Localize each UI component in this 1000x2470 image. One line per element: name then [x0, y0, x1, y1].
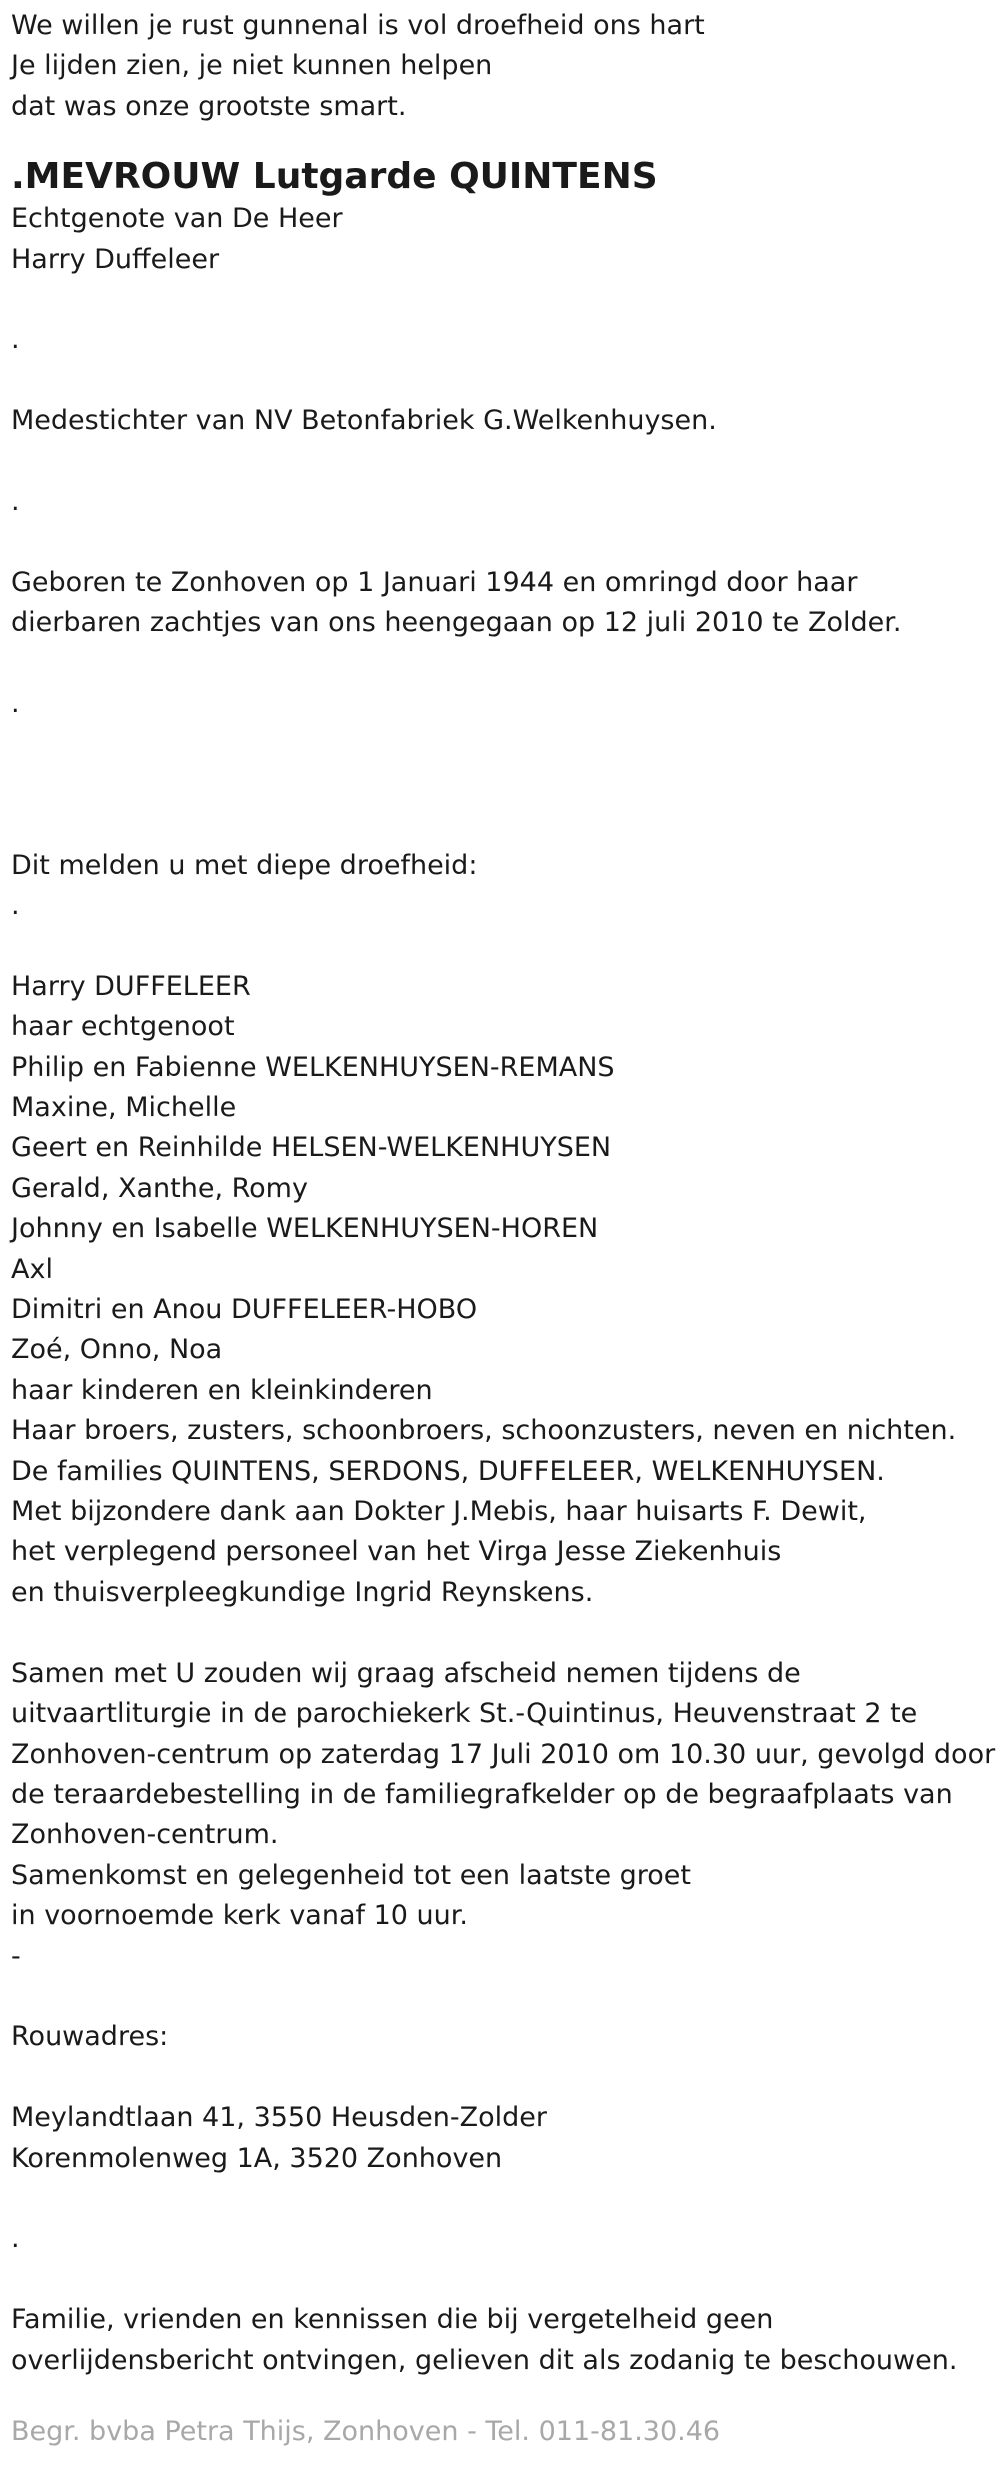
separator-dot: . — [11, 486, 20, 518]
separator-dash: - — [11, 1940, 21, 1972]
address-line: Korenmolenweg 1A, 3520 Zonhoven — [11, 2142, 503, 2174]
family-line: haar kinderen en kleinkinderen — [11, 1374, 433, 1406]
closing-line: Familie, vrienden en kennissen die bij vergetelheid geen — [11, 2304, 774, 2336]
closing-line: overlijdensbericht ontvingen, gelieven dit als zodanig te beschouwen. — [11, 2344, 958, 2376]
family-line: Axl — [11, 1253, 53, 1285]
family-line: Gerald, Xanthe, Romy — [11, 1172, 308, 1204]
family-line: Johnny en Isabelle WELKENHUYSEN-HOREN — [11, 1213, 599, 1245]
birth-line: Geboren te Zonhoven op 1 Januari 1944 en omringd door haar — [11, 566, 858, 598]
poem-line: dat was onze grootste smart. — [11, 90, 407, 122]
funeral-home-footer: Begr. bvba Petra Thijs, Zonhoven - Tel. 011-81.30.46 — [11, 2416, 721, 2447]
family-line: het verplegend personeel van het Virga Jesse Ziekenhuis — [11, 1536, 782, 1568]
address-line: Meylandtlaan 41, 3550 Heusden-Zolder — [11, 2102, 547, 2134]
family-line: Geert en Reinhilde HELSEN-WELKENHUYSEN — [11, 1132, 612, 1164]
funeral-line: Samenkomst en gelegenheid tot een laatste groet — [11, 1859, 691, 1891]
birth-line: dierbaren zachtjes van ons heengegaan op 12 juli 2010 te Zolder. — [11, 607, 902, 639]
family-line: haar echtgenoot — [11, 1011, 235, 1043]
funeral-line: in voornoemde kerk vanaf 10 uur. — [11, 1900, 468, 1932]
deceased-name-title: .MEVROUW Lutgarde QUINTENS — [11, 156, 658, 198]
spouse-line: Harry Duffeleer — [11, 243, 220, 275]
address-list — [11, 2098, 991, 2179]
family-line: Harry DUFFELEER — [11, 970, 251, 1002]
separator-dot: . — [11, 324, 20, 356]
poem — [11, 6, 991, 127]
separator-dot: . — [11, 688, 20, 720]
family-line: Zoé, Onno, Noa — [11, 1334, 223, 1366]
family-line: Met bijzondere dank aan Dokter J.Mebis, haar huisarts F. Dewit, — [11, 1496, 867, 1528]
separator-dot: . — [11, 890, 20, 921]
obituary-notice — [11, 6, 996, 2381]
spouse-line: Echtgenote van De Heer — [11, 203, 343, 235]
rouwadres-label: Rouwadres: — [11, 2021, 169, 2053]
family-line: Philip en Fabienne WELKENHUYSEN-REMANS — [11, 1051, 615, 1083]
family-line: Dimitri en Anou DUFFELEER-HOBO — [11, 1294, 478, 1326]
funeral-details — [11, 1654, 996, 1937]
funeral-line: Zonhoven-centrum op zaterdag 17 Juli 2010 om 10.30 uur, gevolgd door — [11, 1738, 996, 1770]
poem-line: We willen je rust gunnenal is vol droefheid ons hart — [11, 10, 705, 41]
funeral-line: Zonhoven-centrum. — [11, 1819, 279, 1851]
funeral-line: Samen met U zouden wij graag afscheid nemen tijdens de — [11, 1657, 801, 1689]
announcement-line: Dit melden u met diepe droefheid: — [11, 849, 478, 881]
cofounder-line: Medestichter van NV Betonfabriek G.Welkenhuysen. — [11, 405, 717, 437]
poem-line: Je lijden zien, je niet kunnen helpen — [11, 50, 493, 82]
funeral-line: de teraardebestelling in de familiegrafkelder op de begraafplaats van — [11, 1778, 953, 1810]
family-list — [11, 967, 991, 1614]
family-line: en thuisverpleegkundige Ingrid Reynskens. — [11, 1576, 594, 1608]
separator-dot: . — [11, 2223, 20, 2255]
funeral-line: uitvaartliturgie in de parochiekerk St.-Quintinus, Heuvenstraat 2 te — [11, 1698, 918, 1730]
family-line: Haar broers, zusters, schoonbroers, schoonzusters, neven en nichten. — [11, 1415, 957, 1447]
family-line: De families QUINTENS, SERDONS, DUFFELEER, WELKENHUYSEN. — [11, 1455, 885, 1487]
family-line: Maxine, Michelle — [11, 1092, 237, 1124]
